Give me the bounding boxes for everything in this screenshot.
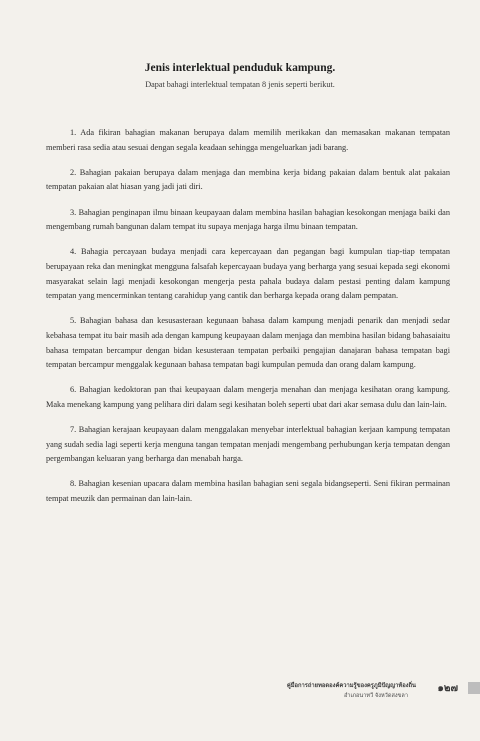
document-body <box>46 126 450 517</box>
paragraph-5: 5. Bahagian bahasa dan kesusasteraan kegunaan bahasa dalam kampung menjadi penarik dan menjadi sedar kebahasa tempat itu bair masih ada dengan kampung keupayaan dalam menjaga dan membina hasilan bidang bahasaiaitu bahasa tempatan bercampur dengan bidan kesusteraan tempatan perbaiki pengajian danajaran bahasa tempatan bagi tempatan bercampur menggalak kegunaan bahasa tempatan bagi kumpulan pemuda dan orang dalam kampung. <box>46 316 450 370</box>
paragraph-2: 2. Bahagian pakaian berupaya dalam menjaga dan membina kerja bidang pakaian dalam bentuk alat pakaian tempatan pakaian alat hiasan yang jadi jati diri. <box>46 167 450 192</box>
paragraph-8: 8. Bahagian kesenian upacara dalam membina hasilan bahagian seni segala bidangseperti. Seni fikiran permainan tempat meuzik dan permainan dan lain-lain. <box>46 479 450 504</box>
paragraph-1: 1. Ada fikiran bahagian makanan berupaya dalam memilih merikakan dan memasakan makanan tempatan memberi rasa sedia atau sesuai dengan segala keadaan sehingga mengeluarkan jadi barang. <box>46 128 450 152</box>
paragraph-6: 6. Bahagian kedoktoran pan thai keupayaan dalam mengerja menahan dan menjaga kesihatan orang kampung. Maka menekang kampung yang pelihara diri dalam segi kesihatan boleh seperti ubat dari akar semasa dulu dan lain-lain. <box>46 385 450 409</box>
paragraph-3: 3. Bahagian penginapan ilmu binaan keupayaan dalam membina hasilan bahagian kesokongan menjaga baiki dan mengembang rumah bangunan dalam tempat itu supaya menjaga harga ilmu binaan tempatan. <box>46 207 450 232</box>
document-title: Jenis interlektual penduduk kampung. <box>144 62 336 74</box>
paragraph-4: 4. Bahagia percayaan budaya menjadi cara kepercayaan dan pegangan bagi kumpulan tiap-tiap tempatan berupayaan reka dan meningkat mengguna falsafah kepercayaan budaya yang berharga yang sesuai kepada segi ekonomi masyarakat selain lagi menjadi kesokongan mengerja pesta pahala budaya dalam pestasi penting dalam kampung tempatan yang mencerminkan tentang carahidup yang cantik dan berharga kepada orang dalam pempatan. <box>46 247 450 301</box>
paragraph-7: 7. Bahagian kerajaan keupayaan dalam menggalakan menyebar interlektual bahagian kerjaan kampung tempatan yang sudah sedia lagi seperti kerja menguna tangan tempatan menjadi mengembang perhubungan kerja tempatan dengan pergembangan keluaran yang berharga dan menabah harga. <box>46 425 450 464</box>
footer-book-title: คู่มือการถ่ายทอดองค์ความรู้ของครูภูมิปัญญาท้องถิ่น <box>286 683 416 689</box>
page-number: ๑๒๗ <box>437 683 458 694</box>
footer-location: อำเภอนาทวี จังหวัดสงขลา <box>343 693 408 699</box>
page-edge-marker <box>468 682 480 694</box>
document-subtitle: Dapat bahagi interlektual tempatan 8 jenis seperti berikut. <box>145 80 335 89</box>
